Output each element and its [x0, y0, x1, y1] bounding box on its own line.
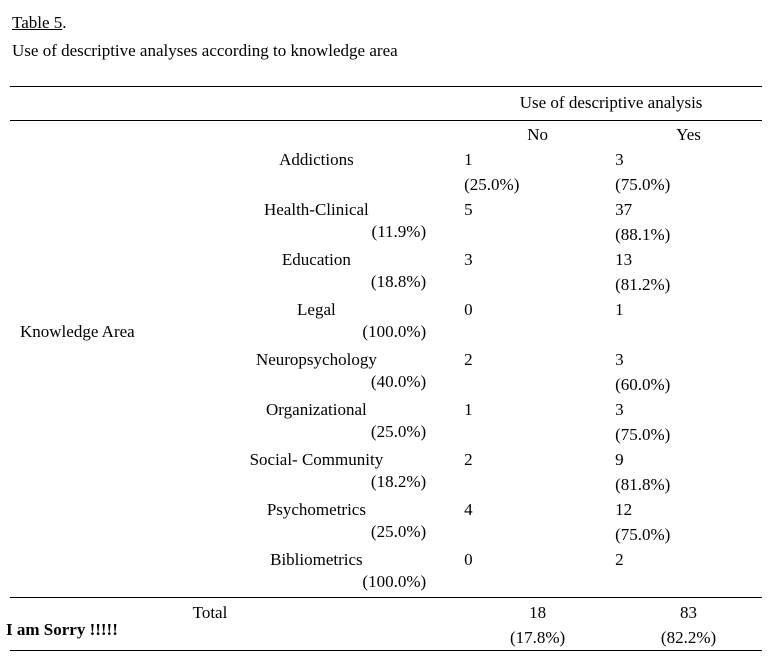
addictions-yes-percent: (75.0%): [615, 175, 671, 194]
organizational-yes-percent: (75.0%): [615, 425, 671, 444]
spacer-cell: [460, 472, 611, 497]
table-bottom-rule-row: [10, 651, 762, 652]
column-header-row: [10, 121, 762, 148]
category-education: Education: [281, 250, 351, 269]
neuropsychology-no-count: 2: [464, 350, 473, 369]
total-yes-count: 83: [611, 598, 762, 626]
legal-yes-count: 1: [615, 300, 624, 319]
total-row: [10, 598, 762, 626]
total-row-pct: [10, 625, 762, 651]
psychometrics-no-percent: (25.0%): [370, 522, 427, 541]
education-no-count: 3: [464, 250, 473, 269]
row-header-knowledge-area: [10, 147, 173, 598]
spacer-cell: [460, 272, 611, 297]
bottom-rule-cell-4: [611, 651, 762, 652]
total-label: Total: [173, 598, 461, 626]
column-header-no: No: [460, 121, 611, 148]
category-health-clinical: Health-Clinical: [263, 200, 369, 219]
organizational-no-percent: (25.0%): [370, 422, 427, 441]
legal-no-percent: (100.0%): [362, 322, 427, 341]
category-neuropsychology: Neuropsychology: [255, 350, 377, 369]
total-no-percent: (17.8%): [509, 628, 566, 647]
spacer-cell: [460, 572, 611, 598]
category-psychometrics: Psychometrics: [266, 500, 366, 519]
category-bibliometrics: Bibliometrics: [270, 550, 363, 569]
psychometrics-yes-percent: (75.0%): [615, 525, 671, 544]
table-title: Use of descriptive analyses according to knowledge area: [12, 41, 398, 60]
total-pct-spacer2: [173, 625, 461, 651]
education-yes-percent: (81.2%): [615, 275, 671, 294]
category-organizational: Organizational: [266, 400, 367, 419]
addictions-no-percent: (25.0%): [464, 175, 520, 194]
col-header-spacer-area: [10, 121, 173, 148]
bottom-rule-cell-2: [173, 651, 461, 652]
table-row: [10, 147, 762, 172]
total-yes-percent: (82.2%): [660, 628, 717, 647]
total-no-count: 18: [460, 598, 611, 626]
psychometrics-yes-count: 12: [615, 500, 633, 519]
social-community-no-count: 2: [464, 450, 473, 469]
bottom-rule-cell-3: [460, 651, 611, 652]
health-clinical-no-percent: (11.9%): [371, 222, 427, 241]
spacer-cell: [460, 322, 611, 347]
table-number: Table 5: [12, 13, 63, 32]
bibliometrics-yes-percent: [611, 572, 762, 598]
education-no-percent: (18.8%): [370, 272, 427, 291]
psychometrics-no-count: 4: [464, 500, 473, 519]
spacer-cell: [460, 522, 611, 547]
category-addictions: Addictions: [279, 150, 354, 169]
overlay-message: I am Sorry !!!!!: [6, 620, 118, 639]
legal-no-count: 0: [464, 300, 473, 319]
social-community-no-percent: (18.2%): [370, 472, 427, 491]
spacer-cell: [460, 422, 611, 447]
knowledge-area-label: Knowledge Area: [20, 322, 135, 341]
category-social-community: Social- Community: [249, 450, 384, 469]
legal-yes-percent: [611, 322, 762, 347]
social-community-yes-count: 9: [615, 450, 624, 469]
neuropsychology-yes-percent: (60.0%): [615, 375, 671, 394]
column-header-yes: Yes: [611, 121, 762, 148]
head-spacer-category: [173, 87, 461, 121]
bibliometrics-yes-count: 2: [615, 550, 624, 569]
social-community-yes-percent: (81.8%): [615, 475, 671, 494]
health-clinical-yes-percent: (88.1%): [615, 225, 671, 244]
education-yes-count: 13: [615, 250, 633, 269]
neuropsychology-no-percent: (40.0%): [370, 372, 427, 391]
bottom-rule-cell-1: [10, 651, 173, 652]
spacer-cell: [460, 222, 611, 247]
spacer-cell: [460, 372, 611, 397]
addictions-no-count: 1: [464, 150, 473, 169]
health-clinical-yes-count: 37: [615, 200, 633, 219]
bibliometrics-no-count: 0: [464, 550, 473, 569]
category-legal: Legal: [297, 300, 336, 319]
table-head-rule-row: [10, 87, 762, 121]
addictions-yes-count: 3: [615, 150, 624, 169]
col-header-spacer-category: [173, 121, 461, 148]
bibliometrics-no-percent: (100.0%): [362, 572, 427, 591]
head-spacer-area: [10, 87, 173, 121]
neuropsychology-yes-count: 3: [615, 350, 624, 369]
organizational-yes-count: 3: [615, 400, 624, 419]
span-header-use-of-descriptive-analysis: Use of descriptive analysis: [460, 87, 762, 121]
table-number-suffix: .: [62, 13, 67, 32]
table-caption-label: [12, 12, 763, 34]
descriptive-analysis-table: [10, 86, 762, 651]
health-clinical-no-count: 5: [464, 200, 473, 219]
spacer-cell: [173, 172, 461, 197]
organizational-no-count: 1: [464, 400, 473, 419]
